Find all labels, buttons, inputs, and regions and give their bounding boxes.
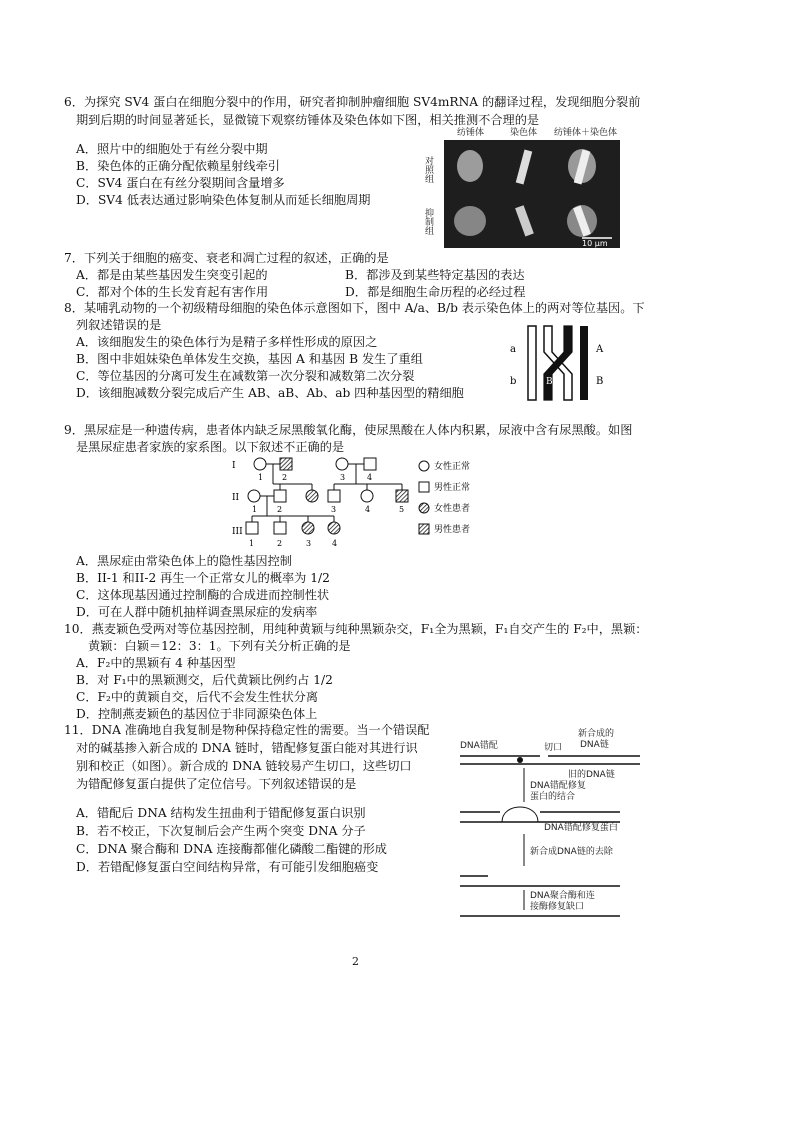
legend-female-normal: 女性正常 [434, 462, 471, 472]
q11-repair-protein-shape [502, 807, 538, 822]
q7-option-d: D．都是细胞生命历程的必经过程 [345, 285, 526, 299]
legend-female-affected: 女性患者 [434, 504, 471, 514]
pedigree-I3-num: 3 [340, 473, 346, 482]
q8-chromatid-1 [528, 326, 536, 400]
legend-male-affected: 男性患者 [434, 525, 471, 535]
pedigree-II2-num: 2 [277, 505, 283, 514]
q11-stem-line3: 别和校正（如图）。新合成的 DNA 链较易产生切口，这些切口 [76, 759, 412, 773]
q11-option-b: B．若不校正，下次复制后会产生两个突变 DNA 分子 [76, 824, 366, 838]
pedigree-II5-num: 5 [399, 505, 405, 514]
pedigree-III3 [302, 522, 314, 534]
pedigree-III2-num: 2 [277, 539, 283, 548]
q11-oldstrand-label: 旧的DNA链 [568, 770, 615, 780]
pedigree-II4 [328, 490, 340, 502]
q8-label-b: b [510, 376, 517, 387]
q8-label-A: A [596, 344, 604, 355]
pedigree-III2 [274, 522, 286, 534]
pedigree-I3 [336, 458, 348, 470]
q7-stem: 7．下列关于细胞的癌变、衰老和凋亡过程的叙述，正确的是 [64, 251, 389, 265]
pedigree-II2 [274, 490, 286, 502]
pedigree-gen-I: I [232, 461, 236, 471]
q9-option-c: C．这体现基因通过控制酶的合成进而控制性状 [76, 588, 330, 602]
q10-option-b: B．对 F₁中的黑颖测交，后代黄颖比例约占 1/2 [76, 673, 333, 687]
q11-newstrand-label1: 新合成的 [578, 729, 615, 739]
q11-step1-label-b: 蛋白的结合 [530, 792, 576, 802]
pedigree-II5 [361, 490, 373, 502]
pedigree-I4 [364, 458, 376, 470]
q11-option-c: C．DNA 聚合酶和 DNA 连接酶都催化磷酸二酯键的形成 [76, 842, 387, 856]
q11-nick-label: 切口 [544, 743, 563, 753]
pedigree-gen-III: III [232, 527, 243, 537]
q8-option-c: C．等位基因的分离可发生在减数第一次分裂和减数第二次分裂 [76, 369, 415, 383]
pedigree-I2-num: 2 [282, 473, 288, 482]
page-number: 2 [352, 955, 359, 968]
q8-chromatid-3 [544, 326, 572, 400]
q6-col2-label: 染色体 [510, 128, 538, 138]
pedigree-II6 [396, 490, 408, 502]
q9-option-a: A．黑尿症由常染色体上的隐性基因控制 [76, 554, 292, 568]
q6-option-d: D．SV4 低表达通过影响染色体复制从而延长细胞周期 [76, 193, 371, 207]
q11-protein-label: DNA错配修复蛋白 [544, 823, 618, 833]
q9-stem-line1: 9．黑尿症是一种遗传病，患者体内缺乏尿黑酸氧化酶，使尿黑酸在人体内积累，尿液中含有尿黑酸。如图 [64, 423, 633, 437]
legend-male-normal: 男性正常 [434, 483, 471, 493]
q11-repair-svg [440, 726, 680, 922]
q6-spindle-control [457, 150, 483, 182]
q11-repair-figure [440, 726, 680, 922]
q11-step3-label-b: 接酶修复缺口 [530, 902, 585, 912]
pedigree-II4-num: 4 [365, 505, 371, 514]
q8-option-b: B．图中非姐妹染色单体发生交换，基因 A 和基因 B 发生了重组 [76, 352, 423, 366]
pedigree-III1 [246, 522, 258, 534]
q6-col3-label: 纺锤体＋染色体 [554, 128, 618, 138]
q9-pedigree-figure [222, 454, 482, 550]
q7-option-b: B．都涉及到某些特定基因的表达 [345, 268, 525, 282]
pedigree-II3-num: 3 [331, 505, 337, 514]
q6-scale-label: 10 μm [582, 239, 608, 248]
q8-chromosome-svg [506, 322, 616, 404]
pedigree-I1 [254, 458, 266, 470]
q11-mismatch-label: DNA错配 [460, 741, 498, 751]
q11-stem-line4: 为错配修复蛋白提供了定位信号。下列叙述错误的是 [76, 777, 357, 791]
q6-stem-line2: 期到后期的时间显著延长，显微镜下观察纺锤体及染色体如下图，相关推测不合理的是 [76, 113, 540, 127]
q6-row1-label: 对照组 [423, 156, 433, 183]
q8-stem-line2: 列叙述错误的是 [76, 318, 162, 332]
q11-stem-line2: 对的碱基掺入新合成的 DNA 链时，错配修复蛋白能对其进行识 [76, 741, 418, 755]
pedigree-II3 [306, 490, 318, 502]
pedigree-II1 [248, 490, 260, 502]
q8-chromatid-4 [580, 326, 588, 400]
q10-option-a: A．F₂中的黑颖有 4 种基因型 [76, 656, 236, 670]
legend-male-affected-symbol [419, 524, 429, 534]
q6-option-c: C．SV4 蛋白在有丝分裂期间含量增多 [76, 176, 285, 190]
q11-step1-label-a: DNA错配修复 [530, 781, 586, 791]
q6-option-b: B．染色体的正确分配依赖星射线牵引 [76, 159, 280, 173]
q6-stem-line1: 6．为探究 SV4 蛋白在细胞分裂中的作用，研究者抑制肿瘤细胞 SV4mRNA 的翻译过程，发现细胞分裂前 [64, 95, 641, 109]
pedigree-III3-num: 3 [306, 539, 312, 548]
pedigree-gen-II: II [232, 493, 240, 503]
q10-stem-line1: 10．燕麦颖色受两对等位基因控制，用纯种黄颖与纯种黑颖杂交，F₁全为黑颖，F₁自交产生的 F₂中，黑颖： [64, 622, 648, 636]
q6-row2-label: 抑制组 [423, 208, 433, 235]
q8-option-d: D．该细胞减数分裂完成后产生 AB、aB、Ab、ab 四种基因型的精细胞 [76, 386, 464, 400]
q10-stem-line2: 黄颖：白颖＝12：3：1。下列有关分析正确的是 [88, 639, 351, 653]
q9-stem-line2: 是黑尿症患者家族的家系图。以下叙述不正确的是 [76, 440, 345, 454]
legend-female-affected-symbol [419, 503, 429, 513]
q7-option-a: A．都是由某些基因发生突变引起的 [76, 268, 268, 282]
q8-option-a: A．该细胞发生的染色体行为是精子多样性形成的原因之 [76, 335, 378, 349]
q8-label-Bb: Bb [546, 377, 559, 387]
q10-option-d: D．控制燕麦颖色的基因位于非同源染色体上 [76, 707, 318, 721]
q6-micrograph-figure [422, 126, 622, 251]
pedigree-III4-num: 4 [332, 539, 338, 548]
q11-step3-label-a: DNA聚合酶和连 [530, 891, 595, 901]
q9-option-b: B．II-1 和II-2 再生一个正常女儿的概率为 1/2 [76, 571, 330, 585]
q8-label-B: B [596, 376, 604, 387]
pedigree-II1-num: 1 [252, 505, 258, 514]
q8-stem-line1: 8．某哺乳动物的一个初级精母细胞的染色体示意图如下，图中 A/a、B/b 表示染色体上的两对等位基因。下 [64, 301, 645, 315]
pedigree-I1-num: 1 [258, 473, 264, 482]
pedigree-I2 [280, 458, 292, 470]
q11-mismatch-mark [517, 757, 523, 763]
legend-female-normal-symbol [419, 461, 429, 471]
q10-option-c: C．F₂中的黄颖自交，后代不会发生性状分离 [76, 690, 319, 704]
q8-label-a: a [510, 344, 516, 355]
q11-option-a: A．错配后 DNA 结构发生扭曲利于错配修复蛋白识别 [76, 806, 366, 820]
legend-male-normal-symbol [419, 482, 429, 492]
q8-chromosome-figure [506, 322, 616, 404]
q6-option-a: A．照片中的细胞处于有丝分裂中期 [76, 142, 268, 156]
q9-option-d: D．可在人群中随机抽样调查黑尿症的发病率 [76, 605, 318, 619]
pedigree-III1-num: 1 [249, 539, 255, 548]
q11-step2-label: 新合成DNA链的去除 [530, 847, 613, 857]
q11-stem-line1: 11．DNA 准确地自我复制是物种保持稳定性的需要。当一个错误配 [64, 723, 430, 737]
q9-pedigree-svg [222, 454, 482, 550]
q6-col1-label: 纺锤体 [457, 128, 485, 138]
pedigree-I4-num: 4 [367, 473, 373, 482]
q6-micrograph-svg [422, 126, 622, 251]
q11-option-d: D．若错配修复蛋白空间结构异常，有可能引发细胞癌变 [76, 860, 379, 874]
q7-option-c: C．都对个体的生长发育起有害作用 [76, 285, 269, 299]
q6-spindle-treated [454, 206, 486, 236]
pedigree-III4 [328, 522, 340, 534]
q11-newstrand-label2: DNA链 [580, 740, 609, 750]
